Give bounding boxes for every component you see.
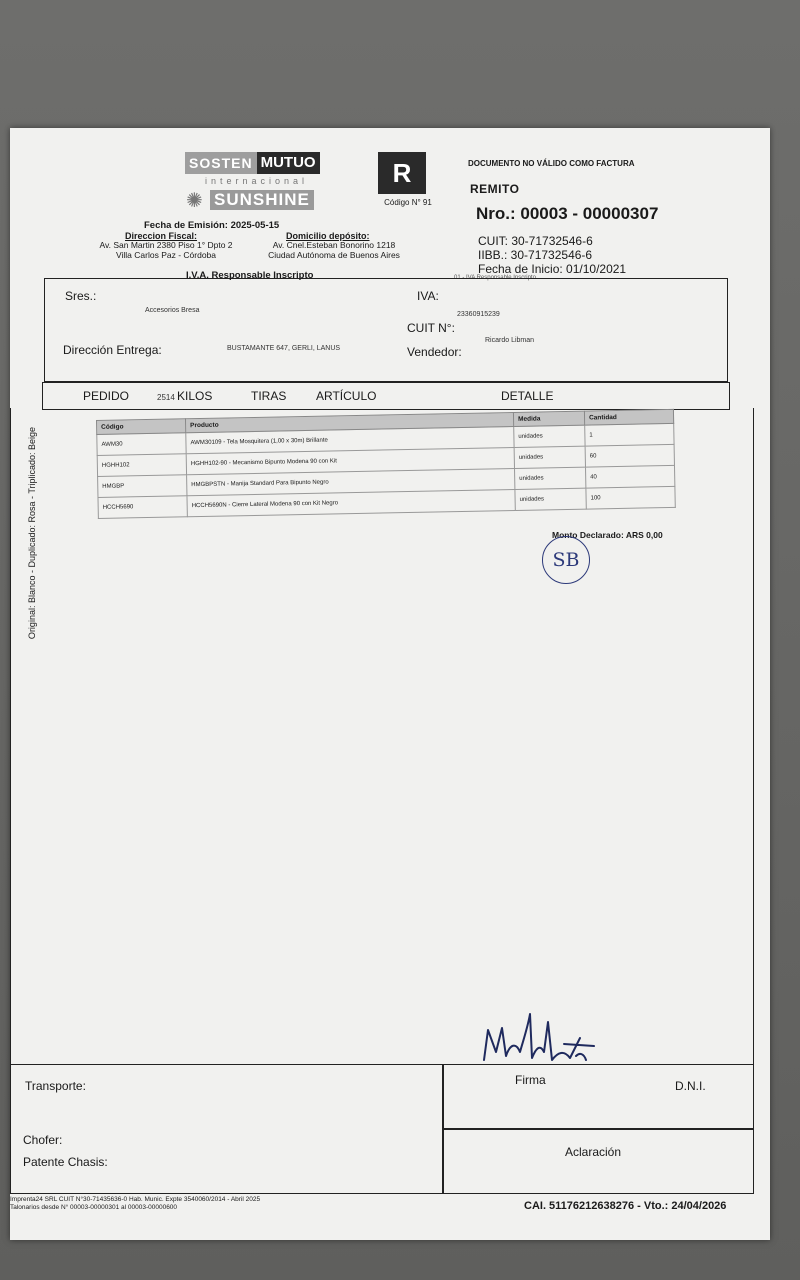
fiscal-address-title: Direccion Fiscal: (125, 231, 198, 241)
cell-producto: HGHH102-90 - Mecanismo Bipunto Modena 90 con Kit (186, 447, 514, 474)
header-medida: Medida (513, 411, 584, 426)
declared-amount: Monto Declarado: ARS 0,00 (552, 530, 663, 540)
cell-cantidad: 100 (586, 486, 675, 509)
cai-code: CAI. 51176212638276 - Vto.: 24/04/2026 (524, 1200, 727, 1212)
cuit-label: CUIT N°: (407, 321, 455, 335)
fiscal-address (86, 240, 246, 260)
warehouse-address-line2: Ciudad Autónoma de Buenos Aires (268, 250, 400, 260)
client-cuit: 23360915239 (457, 311, 500, 318)
document-code: Código N° 91 (384, 198, 432, 207)
sun-icon: ✺ (186, 190, 203, 212)
header-codigo: Código (97, 419, 186, 435)
logo-part1: SOSTEN (185, 152, 257, 174)
seller-name: Ricardo Libman (485, 337, 535, 344)
logo-part2: MUTUO (257, 152, 320, 174)
iva-condition: I.V.A. Responsable Inscripto (186, 270, 314, 281)
cell-codigo: AWM30 (97, 433, 186, 456)
issuer-iibb: IIBB.: 30-71732546-6 (478, 248, 593, 262)
fiscal-address-line1: Av. San Martin 2380 Piso 1° Dpto 2 (99, 240, 233, 250)
cell-producto: HMGBPSTN - Manija Standard Para Bipunto Negro (187, 468, 515, 495)
clarification-box (442, 1128, 754, 1194)
issuer-start-date: Fecha de Inicio: 01/10/2021 (478, 262, 627, 276)
col-articulo: ARTÍCULO (316, 389, 377, 403)
document-letter: R (378, 152, 426, 194)
col-tiras: TIRAS (251, 389, 287, 403)
col-kilos: KILOS (177, 389, 213, 403)
col-pedido: PEDIDO (83, 389, 130, 403)
client-box (44, 278, 728, 382)
cell-codigo: HMGBP (98, 475, 187, 498)
signature-box (442, 1064, 754, 1130)
cell-cantidad: 40 (585, 465, 674, 488)
document-number: Nro.: 00003 - 00000307 (476, 204, 659, 223)
not-invoice-notice: DOCUMENTO NO VÁLIDO COMO FACTURA (468, 159, 635, 168)
seller-label: Vendedor: (407, 345, 462, 359)
cell-cantidad: 60 (585, 444, 674, 467)
iva-label: IVA: (417, 289, 439, 303)
cell-cantidad: 1 (585, 423, 674, 446)
transport-label: Transporte: (25, 1079, 86, 1093)
cell-codigo: HGHH102 (97, 454, 186, 477)
client-label: Sres.: (65, 289, 97, 303)
cell-medida: unidades (514, 425, 585, 447)
issuer-cuit: CUIT: 30-71732546-6 (478, 234, 593, 248)
remito-document (10, 128, 770, 1240)
items-header-strip (42, 382, 730, 410)
plate-label: Patente Chasis: (23, 1155, 108, 1169)
printer-line2: Talonarios desde N° 00003-00000301 al 00003-00000600 (10, 1204, 178, 1211)
fiscal-address-line2: Villa Carlos Paz - Córdoba (116, 250, 216, 260)
warehouse-address-line1: Av. Cnel.Esteban Bonorino 1218 (272, 240, 396, 250)
copies-legend: Original: Blanco - Duplicado: Rosa - Triplicado: Beige (27, 426, 37, 640)
transport-box (10, 1064, 444, 1194)
cell-producto: HCCH5690N - Cierre Lateral Modena 90 con Kit Negro (187, 489, 515, 516)
col-detalle: DETALLE (501, 389, 554, 403)
cell-producto: AWM30109 - Tela Mosquitera (1,00 x 30m) Brillante (186, 426, 514, 453)
delivery-address: BUSTAMANTE 647, GERLI, LANUS (227, 345, 341, 352)
client-name: Accesorios Bresa (145, 307, 200, 314)
warehouse-address-title: Domicilio depósito: (286, 231, 370, 241)
cell-medida: unidades (515, 488, 586, 510)
cell-medida: unidades (515, 467, 586, 489)
signature-label: Firma (515, 1073, 546, 1087)
delivery-address-label: Dirección Entrega: (63, 343, 162, 357)
company-logo (185, 152, 335, 174)
driver-label: Chofer: (23, 1133, 63, 1147)
cell-medida: unidades (514, 446, 585, 468)
initials-stamp: SB (542, 536, 590, 584)
header-producto: Producto (185, 412, 513, 432)
document-title: REMITO (470, 182, 520, 196)
cell-codigo: HCCH5690 (98, 496, 187, 519)
printer-line1: Imprenta24 SRL CUIT N°30-71435636-0 Hab. Munic. Expte 3540060/2014 - Abril 2025 (10, 1196, 261, 1203)
pedido-value: 2514 (157, 393, 175, 402)
warehouse-address (254, 240, 414, 260)
header-cantidad: Cantidad (584, 409, 673, 425)
issuer-tax-info (478, 234, 626, 276)
clarification-label: Aclaración (565, 1145, 622, 1159)
logo-subtitle: internacional (205, 176, 309, 186)
dni-label: D.N.I. (675, 1079, 706, 1093)
items-table (96, 409, 676, 519)
issue-date: Fecha de Emisión: 2025-05-15 (144, 220, 280, 231)
brand-logo: SUNSHINE (210, 190, 314, 210)
printer-footer (10, 1196, 260, 1212)
iva-condition-small: 01 - IVA Responsable Inscripto (454, 275, 536, 281)
